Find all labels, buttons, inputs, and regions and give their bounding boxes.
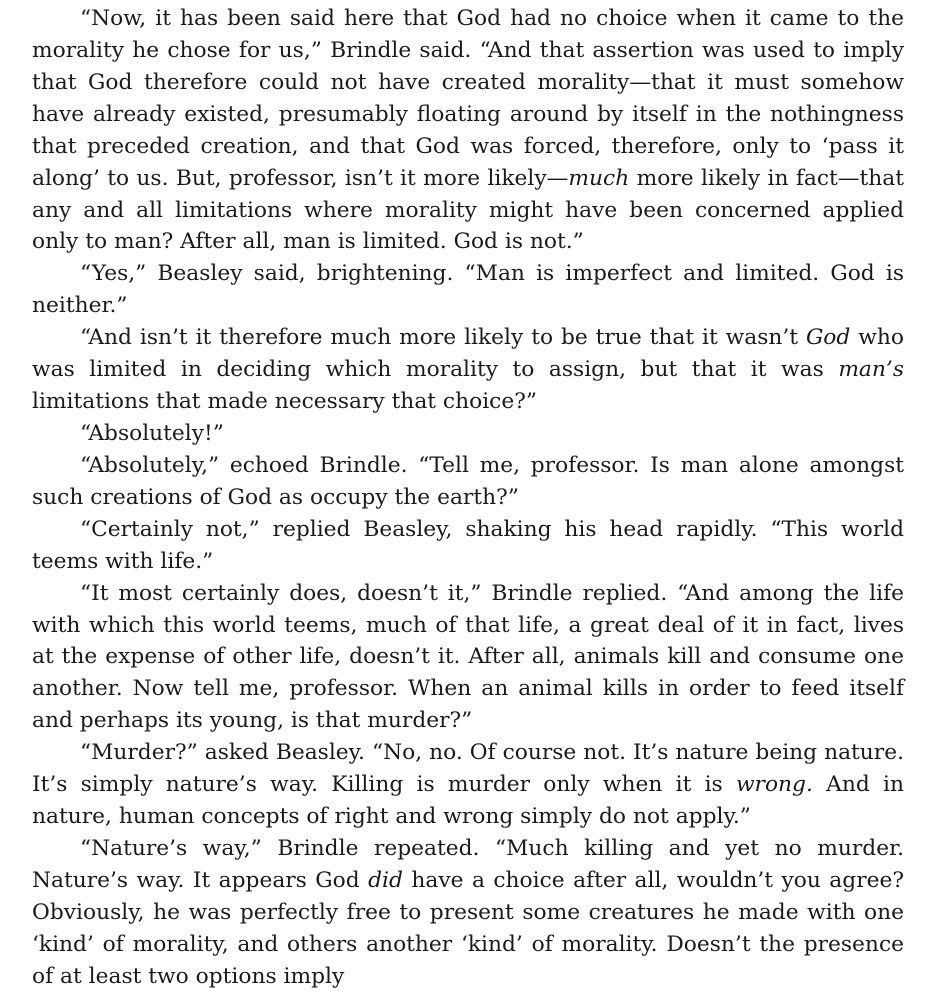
text-run: who was limited in deciding which morality to assign, but that it was (32, 325, 904, 383)
paragraph (32, 737, 904, 833)
text-run: more likely in fact—that any and all limitations where morality might have been concerned applied only to man? After all, man is limited. God is not.” (32, 165, 904, 255)
text-run: “Absolutely!” (80, 420, 224, 446)
italic-emphasis: man’s (838, 357, 904, 383)
paragraph (32, 258, 904, 322)
text-run: And in nature, human concepts of right and wrong simply do not apply.” (32, 772, 904, 830)
text-run: have a choice after all, wouldn’t you agree? Obviously, he was perfectly free to present some creatures he made with one ‘kind’ of morality, and others another ‘kind’ of morality. Doesn’t the presence of at least two options imply (32, 867, 904, 989)
book-page-text (32, 3, 904, 993)
text-run: “Absolutely,” echoed Brindle. “Tell me, professor. Is man alone amongst such creations of God as occupy the earth?” (32, 452, 904, 510)
paragraph (32, 418, 904, 450)
italic-emphasis: much (568, 165, 630, 191)
text-run: “Murder?” asked Beasley. “No, no. Of course not. It’s nature being nature. It’s simply nature’s way. Killing is murder only when it is (32, 740, 904, 798)
paragraph (32, 514, 904, 578)
text-run: “Yes,” Beasley said, brightening. “Man is imperfect and limited. God is neither.” (32, 261, 904, 319)
text-run: limitations that made necessary that choice?” (32, 389, 538, 415)
text-run: “Certainly not,” replied Beasley, shaking his head rapidly. “This world teems with life.” (32, 516, 904, 574)
text-run: “And isn’t it therefore much more likely to be true that it wasn’t (80, 325, 806, 351)
paragraph (32, 578, 904, 738)
italic-emphasis: did (368, 867, 403, 893)
italic-emphasis: wrong. (735, 772, 813, 798)
paragraph (32, 450, 904, 514)
paragraph (32, 833, 904, 993)
text-run: “Nature’s way,” Brindle repeated. “Much killing and yet no murder. Nature’s way. It appears God (32, 835, 904, 893)
paragraph (32, 322, 904, 418)
italic-emphasis: God (805, 325, 851, 351)
paragraph (32, 3, 904, 258)
text-run: “Now, it has been said here that God had no choice when it came to the morality he chose for us,” Brindle said. “And that assertion was used to imply that God therefore could not have created morality—that it must somehow have already existed, presumably floating around by itself in the nothingness that preceded creation, and that God was forced, therefore, only to ‘pass it along’ to us. But, professor, isn’t it more likely— (32, 6, 904, 191)
text-run: “It most certainly does, doesn’t it,” Brindle replied. “And among the life with which this world teems, much of that life, a great deal of it in fact, lives at the expense of other life, doesn’t it. After all, animals kill and consume one another. Now tell me, professor. When an animal kills in order to feed itself and perhaps its young, is that murder?” (32, 580, 904, 734)
